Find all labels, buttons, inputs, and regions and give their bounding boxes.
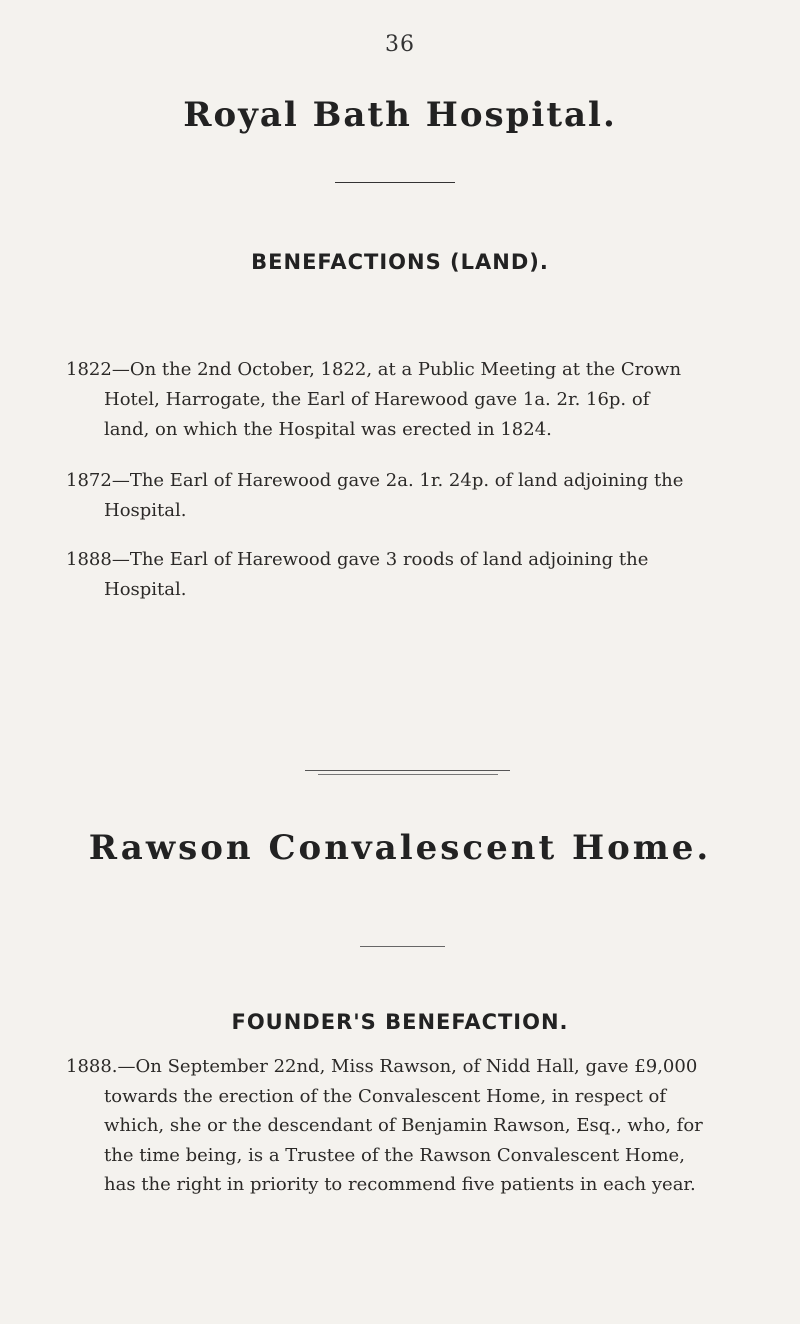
entry-text: —The Earl of Harewood gave 3 roods of land adjoining the Hospital.	[104, 549, 649, 600]
section-separator-rule	[305, 770, 510, 771]
entry-text: —On September 22nd, Miss Rawson, of Nidd Hall, gave £9,000 towards the erection of the Convalescent Home, in respect of which, she or the descendant of Benjamin Rawson, Esq., who, for the time being, is a Trustee of the Rawson Convalescent Home, has the right in priority to recommend five patients in each year.	[104, 1056, 703, 1195]
divider-rule	[335, 182, 455, 183]
entry-year: 1888.	[66, 1056, 118, 1077]
entry-year: 1822	[66, 359, 112, 380]
entry-1822	[66, 355, 689, 445]
page-number: 36	[385, 32, 415, 57]
entry-1872	[66, 466, 689, 526]
founders-benefaction-heading: FOUNDER'S BENEFACTION.	[231, 1010, 569, 1034]
entry-1888	[66, 545, 689, 605]
entry-text: —The Earl of Harewood gave 2a. 1r. 24p. of land adjoining the Hospital.	[104, 470, 684, 521]
section-title-rawson-convalescent-home: Rawson Convalescent Home.	[88, 828, 712, 868]
entry-year: 1872	[66, 470, 112, 491]
benefactions-land-heading: BENEFACTIONS (LAND).	[251, 250, 549, 274]
section-separator-rule-secondary	[318, 774, 498, 775]
entry-1888-founder	[66, 1052, 704, 1200]
entry-text: —On the 2nd October, 1822, at a Public Meeting at the Crown Hotel, Harrogate, the Earl of Harewood gave 1a. 2r. 16p. of land, on which the Hospital was erected in 1824.	[104, 359, 682, 440]
entry-year: 1888	[66, 549, 112, 570]
divider-rule	[360, 946, 445, 947]
section-title-royal-bath-hospital: Royal Bath Hospital.	[183, 95, 617, 135]
